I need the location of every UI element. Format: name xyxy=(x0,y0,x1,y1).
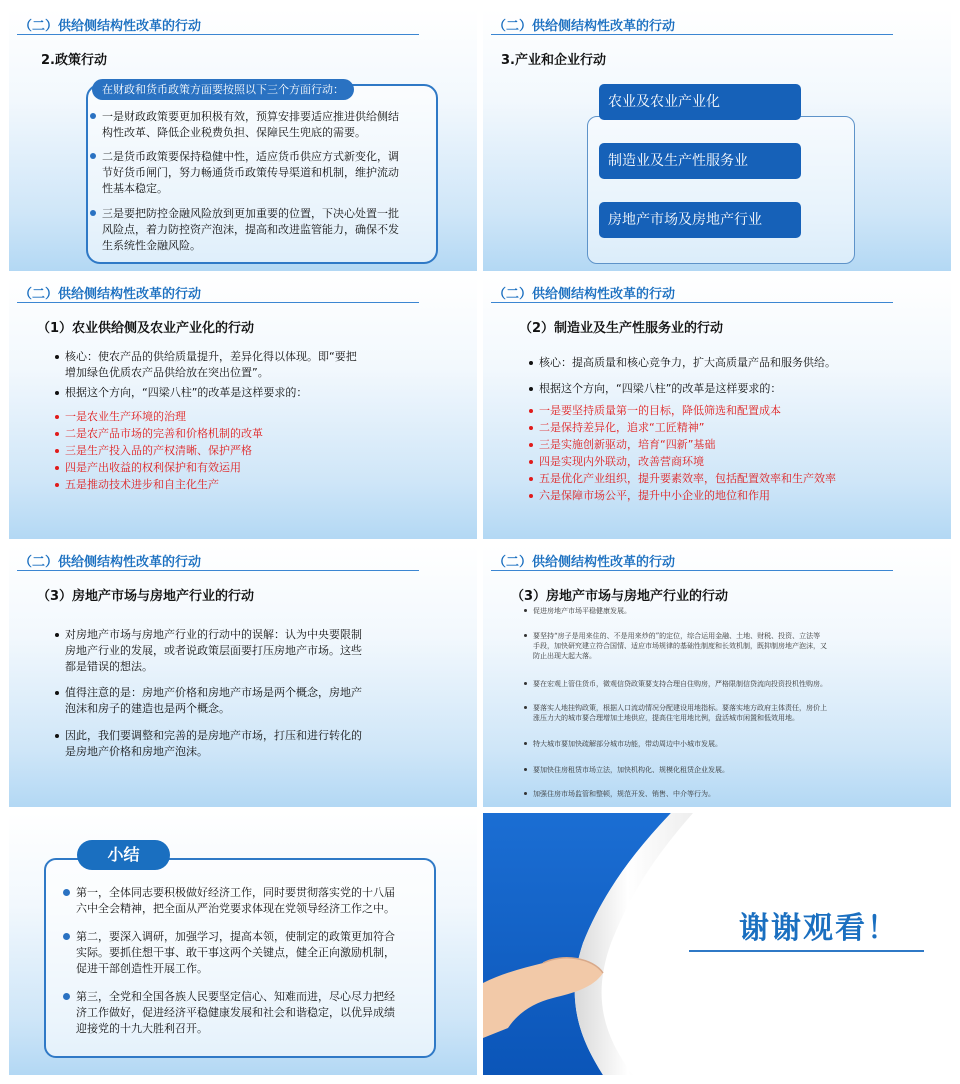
core-statement: 核心：使农产品的供给质量提升，差异化得以体现。即“要把 增加绿色优质农产品供给放在突出位置”。 xyxy=(65,349,445,381)
reform-item: 一是要坚持质量第一的目标，降低筛选和配置成本 xyxy=(539,403,781,419)
policy-item: 要在宏观上管住货币，微观信贷政策要支持合理自住购房，严格限制信贷流向投资投机性购房。 xyxy=(533,679,918,689)
policy-item: 促进房地产市场平稳健康发展。 xyxy=(533,606,918,616)
bullet-dot xyxy=(63,889,70,896)
header-divider xyxy=(491,34,893,35)
section-header: （二）供给侧结构性改革的行动 xyxy=(19,287,202,302)
thanks-text: 谢谢观看！ xyxy=(739,911,899,946)
slide-policy-actions xyxy=(9,9,477,271)
policy-item: 特大城市要加快疏解部分城市功能，带动周边中小城市发展。 xyxy=(533,739,918,749)
slide-subtitle: 3.产业和企业行动 xyxy=(501,53,606,68)
slide-subtitle: （1）农业供给侧及农业产业化的行动 xyxy=(37,321,255,336)
core-statement: 核心：提高质量和核心竞争力，扩大高质量产品和服务供给。 xyxy=(539,355,836,371)
slide-subtitle: （3）房地产市场与房地产行业的行动 xyxy=(37,589,255,604)
reform-item: 一是农业生产环境的治理 xyxy=(65,409,186,425)
reform-intro: 根据这个方向，“四梁八柱”的改革是这样要求的： xyxy=(539,381,781,397)
reform-item: 二是保持差异化，追求“工匠精神” xyxy=(539,420,704,436)
header-divider xyxy=(491,570,893,571)
summary-para-1: 第一，全体同志要积极做好经济工作，同时要贯彻落实党的十八届 六中全会精神，把全面从严治党要求体现在党领导经济工作之中。 xyxy=(76,885,421,917)
slide-industry-actions xyxy=(483,9,951,271)
header-divider xyxy=(491,302,893,303)
slide-summary xyxy=(9,813,477,1075)
policy-item: 要加快住房租赁市场立法，加快机构化、规模化租赁企业发展。 xyxy=(533,765,918,775)
bullet-dot xyxy=(90,113,96,119)
policy-item: 要坚持“房子是用来住的、不是用来炒的”的定位，综合运用金融、土地、财税、投资、立法等 手段，加快研究建立符合国情、适应市场规律的基础性制度和长效机制，既抑制房地产泡沫，又 防止出现大起大落。 xyxy=(533,631,918,661)
reform-intro: 根据这个方向，“四梁八柱”的改革是这样要求的： xyxy=(65,385,307,401)
reform-item: 三是生产投入品的产权清晰、保护严格 xyxy=(65,443,252,459)
bullet-dot xyxy=(90,153,96,159)
slide-manufacturing xyxy=(483,277,951,539)
real-estate-para-2: 值得注意的是：房地产价格和房地产市场是两个概念，房地产 泡沫和房子的建造也是两个概念。 xyxy=(65,685,445,717)
bullet-dot xyxy=(55,391,59,395)
reform-item: 二是农产品市场的完善和价格机制的改革 xyxy=(65,426,263,442)
section-header: （二）供给侧结构性改革的行动 xyxy=(19,19,202,34)
summary-para-3: 第三，全党和全国各族人民要坚定信心、知难而进，尽心尽力把经 济工作做好，促进经济平稳健康发展和社会和谐稳定，以优异成绩 迎接党的十九大胜利召开。 xyxy=(76,989,421,1037)
header-divider xyxy=(17,34,419,35)
policy-bullet-3: 三是要把防控金融风险放到更加重要的位置，下决心处置一批 风险点，着力防控资产泡沫，提高和改进监管能力，确保不发 生系统性金融风险。 xyxy=(90,206,430,254)
policy-item: 加强住房市场监管和整顿，规范开发、销售、中介等行为。 xyxy=(533,789,918,799)
summary-title: 小结 xyxy=(77,840,170,870)
thanks-underline xyxy=(689,950,924,952)
policy-bullet-1: 一是财政政策要更加积极有效，预算安排要适应推进供给侧结 构性改革、降低企业税费负担、保障民生兜底的需要。 xyxy=(90,109,430,141)
industry-item-real-estate: 房地产市场及房地产行业 xyxy=(599,202,801,238)
bullet-dot xyxy=(55,355,59,359)
reform-item: 五是优化产业组织，提升要素效率，包括配置效率和生产效率 xyxy=(539,471,836,487)
slide-subtitle: （3）房地产市场与房地产行业的行动 xyxy=(511,589,729,604)
slide-real-estate-1 xyxy=(9,545,477,807)
slide-subtitle: 2.政策行动 xyxy=(41,53,107,68)
section-header: （二）供给侧结构性改革的行动 xyxy=(493,555,676,570)
slide-thanks xyxy=(483,813,951,1075)
section-header: （二）供给侧结构性改革的行动 xyxy=(493,287,676,302)
header-divider xyxy=(17,570,419,571)
section-header: （二）供给侧结构性改革的行动 xyxy=(19,555,202,570)
slide-subtitle: （2）制造业及生产性服务业的行动 xyxy=(519,321,724,336)
policy-bullet-2: 二是货币政策要保持稳健中性，适应货币供应方式新变化，调 节好货币闸门，努力畅通货币政策传导渠道和机制，维护流动 性基本稳定。 xyxy=(90,149,430,197)
real-estate-para-1: 对房地产市场与房地产行业的行动中的误解：认为中央要限制 房地产行业的发展，或者说政策层面要打压房地产市场。这些 都是错误的想法。 xyxy=(65,627,445,675)
bullet-dot xyxy=(63,933,70,940)
header-divider xyxy=(17,302,419,303)
slide-real-estate-2 xyxy=(483,545,951,807)
real-estate-para-3: 因此，我们要调整和完善的是房地产市场，打压和进行转化的 是房地产价格和房地产泡沫。 xyxy=(65,728,445,760)
reform-item: 五是推动技术进步和自主化生产 xyxy=(65,477,219,493)
slide-agriculture xyxy=(9,277,477,539)
industry-item-agriculture: 农业及农业产业化 xyxy=(599,84,801,120)
bullet-dot xyxy=(63,993,70,1000)
industry-panel xyxy=(587,116,855,264)
reform-item: 四是实现内外联动，改善营商环境 xyxy=(539,454,704,470)
summary-para-2: 第二，要深入调研，加强学习，提高本领，使制定的政策更加符合 实际。要抓住想干事、敢干事这两个关键点，健全正向激励机制， 促进干部创造性开展工作。 xyxy=(76,929,421,977)
reform-item: 四是产出收益的权利保护和有效运用 xyxy=(65,460,241,476)
section-header: （二）供给侧结构性改革的行动 xyxy=(493,19,676,34)
policy-item: 要落实人地挂钩政策，根据人口流动情况分配建设用地指标。要落实地方政府主体责任，房价上 涨压力大的城市要合理增加土地供应，提高住宅用地比例，盘活城市闲置和低效用地。 xyxy=(533,703,918,723)
bullet-dot xyxy=(90,210,96,216)
policy-box-title: 在财政和货币政策方面要按照以下三个方面行动： xyxy=(92,79,354,100)
reform-item: 三是实施创新驱动，培育“四新”基础 xyxy=(539,437,715,453)
industry-item-manufacturing: 制造业及生产性服务业 xyxy=(599,143,801,179)
reform-item: 六是保障市场公平，提升中小企业的地位和作用 xyxy=(539,488,770,504)
